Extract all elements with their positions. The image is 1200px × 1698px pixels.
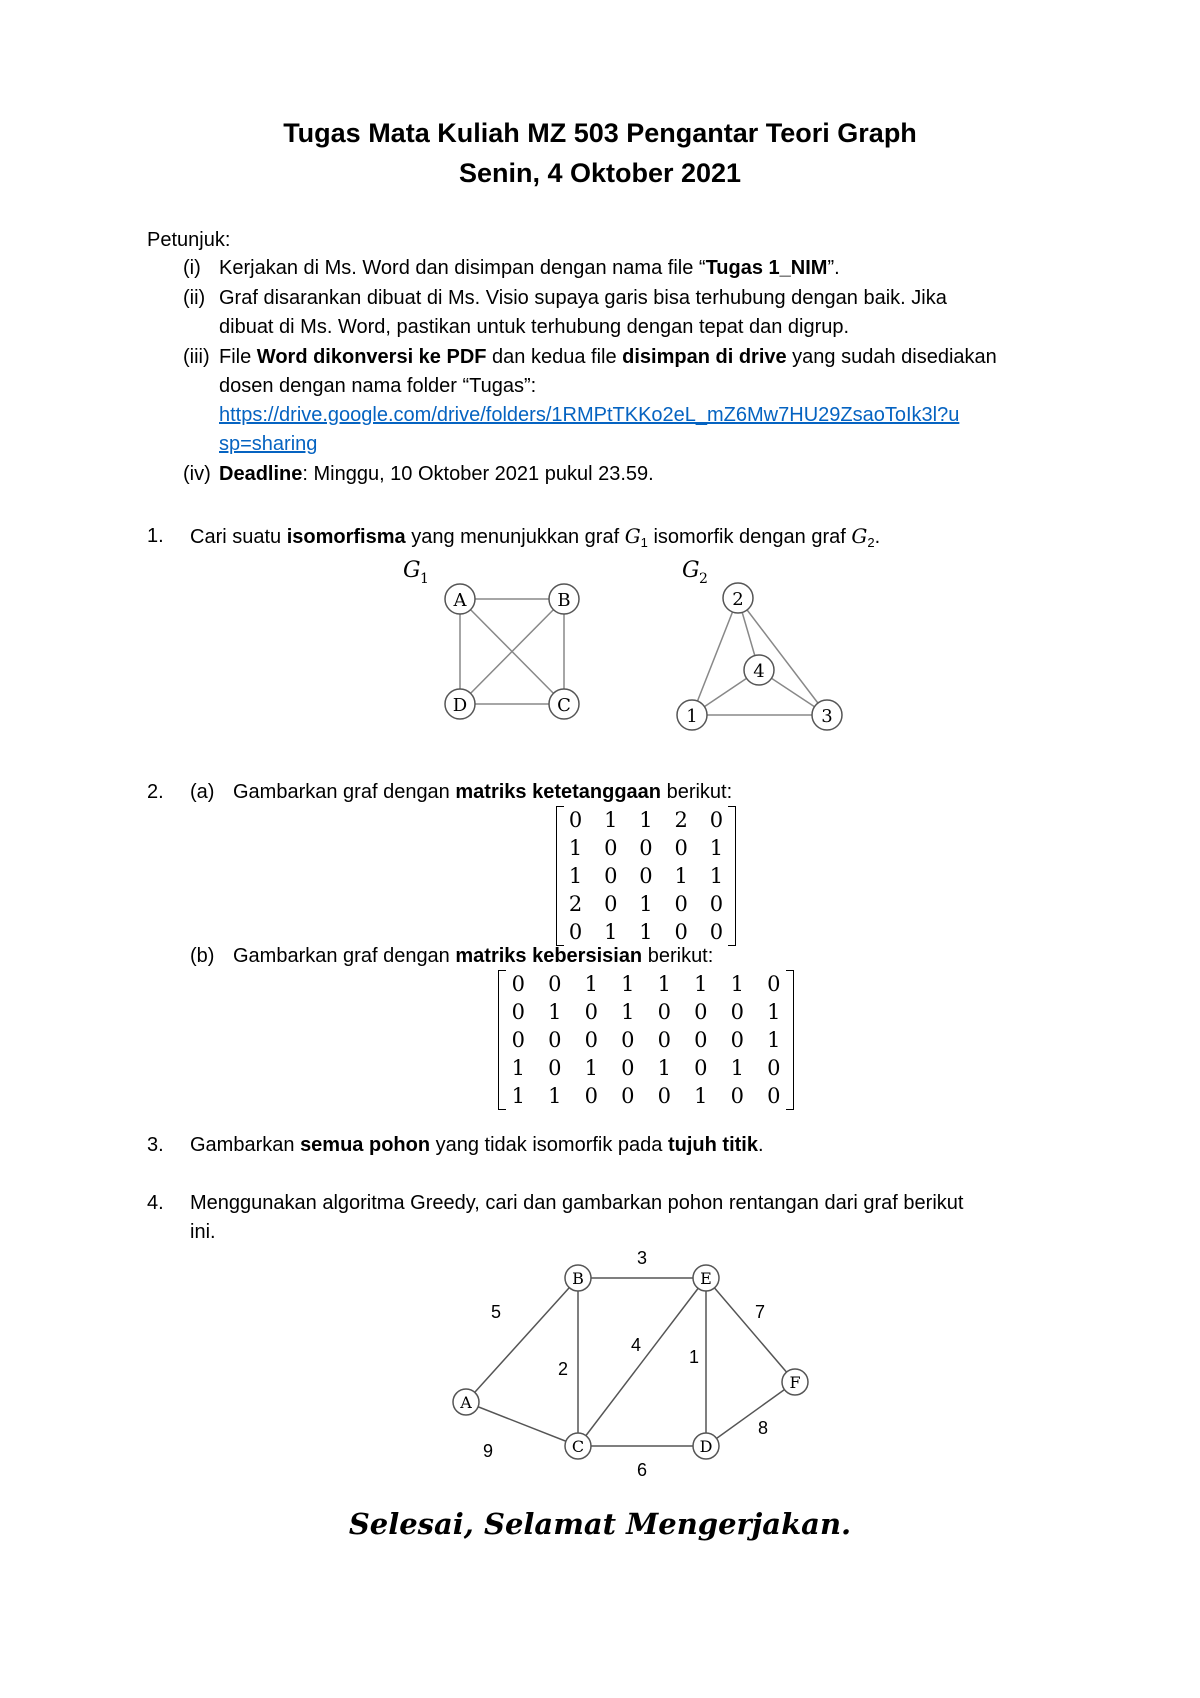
edge-weight-label: 7 <box>754 1302 766 1322</box>
instruction-item-1: Kerjakan di Ms. Word dan disimpan dengan nama file “Tugas 1_NIM”. <box>219 257 840 279</box>
graph-g2-node <box>723 583 753 613</box>
graph-node-e <box>693 1265 719 1291</box>
adjacency-matrix-cell: 0 <box>604 836 618 860</box>
incidence-matrix-cell: 1 <box>621 972 635 996</box>
adjacency-matrix-cell: 0 <box>674 892 688 916</box>
edge-2-1 <box>692 598 738 715</box>
incidence-matrix-cell: 1 <box>511 1084 525 1108</box>
incidence-matrix-cell: 0 <box>621 1084 635 1108</box>
incidence-matrix-cell: 1 <box>730 1056 744 1080</box>
svg-text:2: 2 <box>732 589 744 610</box>
incidence-matrix-cell: 0 <box>694 1056 708 1080</box>
svg-text:B: B <box>557 590 571 611</box>
incidence-matrix-cell: 0 <box>621 1028 635 1052</box>
adjacency-matrix-cell: 1 <box>568 864 583 888</box>
question-3-text: Gambarkan semua pohon yang tidak isomorfik pada tujuh titik. <box>190 1134 764 1156</box>
incidence-matrix-cell: 1 <box>694 972 708 996</box>
incidence-matrix-cell: 0 <box>767 1056 781 1080</box>
incidence-matrix-cell: 0 <box>767 972 781 996</box>
weighted-graph <box>430 1240 830 1490</box>
adjacency-matrix-row <box>558 890 734 918</box>
incidence-matrix-row <box>500 970 792 998</box>
incidence-matrix-cell: 0 <box>584 1084 598 1108</box>
graph-node-label: E <box>700 1269 712 1288</box>
graph-node-label: B <box>572 1269 584 1288</box>
edge-weight-label: 1 <box>688 1347 700 1367</box>
incidence-matrix <box>498 970 794 1110</box>
edge-a-c <box>466 1402 578 1446</box>
adjacency-matrix-cell: 1 <box>639 808 653 832</box>
question-2a-text: Gambarkan graf dengan matriks ketetanggaan berikut: <box>233 781 733 803</box>
svg-text:C: C <box>557 695 571 716</box>
instruction-number: (iv) <box>183 463 211 485</box>
edge-weight-label: 3 <box>636 1248 648 1268</box>
adjacency-matrix-cell: 1 <box>674 864 688 888</box>
page-subtitle-date: Senin, 4 Oktober 2021 <box>458 158 742 188</box>
graph-node-label: F <box>789 1373 801 1392</box>
instruction-item-2-line2: dibuat di Ms. Word, pastikan untuk terhubung dengan tepat dan digrup. <box>219 316 850 338</box>
instruction-item-4: Deadline: Minggu, 10 Oktober 2021 pukul 23.59. <box>219 463 654 485</box>
edge-weight-label: 8 <box>757 1418 769 1438</box>
adjacency-matrix-cell: 0 <box>604 864 618 888</box>
graph-g1-edges <box>460 599 564 704</box>
instruction-number: (i) <box>183 257 201 279</box>
graph-node-f <box>782 1369 808 1395</box>
graph-node-b <box>565 1265 591 1291</box>
drive-folder-link-continued[interactable]: sp=sharing <box>219 433 318 455</box>
adjacency-matrix-cell: 2 <box>568 892 583 916</box>
incidence-matrix-cell: 1 <box>621 1000 635 1024</box>
adjacency-matrix-cell: 1 <box>639 892 653 916</box>
edge-weight-label: 2 <box>557 1359 569 1379</box>
graph-g2-node <box>744 655 774 685</box>
edge-e-f <box>706 1278 795 1382</box>
incidence-matrix-row <box>500 1026 792 1054</box>
incidence-matrix-cell: 1 <box>657 972 671 996</box>
graph-g2-node <box>677 700 707 730</box>
incidence-matrix-cell: 0 <box>694 1000 708 1024</box>
incidence-matrix-cell: 0 <box>511 972 525 996</box>
closing-message: Selesai, Selamat Mengerjakan. <box>348 1507 852 1541</box>
question-2b-label: (b) <box>190 945 215 967</box>
adjacency-matrix-row <box>558 806 734 834</box>
incidence-matrix-cell: 1 <box>767 1000 781 1024</box>
adjacency-matrix-row <box>558 834 734 862</box>
incidence-matrix-cell: 1 <box>511 1056 525 1080</box>
instruction-item-3-line2: dosen dengan nama folder “Tugas”: <box>219 375 537 397</box>
incidence-matrix-row <box>500 1054 792 1082</box>
instructions-heading: Petunjuk: <box>147 229 231 251</box>
incidence-matrix-cell: 0 <box>548 1028 562 1052</box>
edge-d-f <box>706 1382 795 1446</box>
question-2b-text: Gambarkan graf dengan matriks kebersisian berikut: <box>233 945 714 967</box>
adjacency-matrix-cell: 0 <box>674 920 688 944</box>
question-1-text: Cari suatu isomorfisma yang menunjukkan graf $G_1$ isomorfik dengan graf $G_2$. <box>190 524 881 550</box>
edge-a-b <box>466 1278 578 1402</box>
incidence-matrix-cell: 1 <box>548 1084 562 1108</box>
incidence-matrix-cell: 1 <box>584 1056 598 1080</box>
svg-text:A: A <box>453 590 467 611</box>
graph-g1-label-sub: 1 <box>420 571 429 587</box>
question-number: 2. <box>147 781 164 803</box>
adjacency-matrix-cell: 0 <box>604 892 618 916</box>
graph-node-label: D <box>699 1437 713 1456</box>
adjacency-matrix-cell: 0 <box>568 808 583 832</box>
adjacency-matrix-cell: 1 <box>639 920 653 944</box>
question-2a-label: (a) <box>190 781 215 803</box>
graph-g1-node <box>549 584 579 614</box>
question-1-graphs <box>380 550 900 740</box>
svg-text:4: 4 <box>753 661 765 682</box>
edge-c-e <box>578 1278 706 1446</box>
incidence-matrix-cell: 1 <box>694 1084 708 1108</box>
edge-weight-label: 6 <box>636 1460 648 1480</box>
incidence-matrix-cell: 0 <box>584 1028 598 1052</box>
incidence-matrix-cell: 0 <box>511 1028 525 1052</box>
instruction-item-3-line1: File Word dikonversi ke PDF dan kedua file disimpan di drive yang sudah disediakan <box>219 346 997 368</box>
adjacency-matrix-cell: 1 <box>604 808 618 832</box>
instruction-number: (ii) <box>183 287 206 309</box>
graph-g1-label: G <box>403 558 421 583</box>
graph-g2-label: G <box>682 558 700 583</box>
svg-text:3: 3 <box>821 706 833 727</box>
adjacency-matrix-cell: 0 <box>639 864 653 888</box>
edge-weight-label: 9 <box>482 1441 494 1461</box>
svg-text:D: D <box>452 695 468 716</box>
instruction-item-2-line1: Graf disarankan dibuat di Ms. Visio supaya garis bisa terhubung dengan baik. Jika <box>219 287 947 309</box>
graph-node-d <box>693 1433 719 1459</box>
incidence-matrix-cell: 0 <box>730 1000 744 1024</box>
adjacency-matrix-cell: 1 <box>709 864 724 888</box>
question-4-line1: Menggunakan algoritma Greedy, cari dan gambarkan pohon rentangan dari graf berikut <box>190 1192 964 1214</box>
graph-g2-node <box>812 700 842 730</box>
incidence-matrix-cell: 0 <box>730 1084 744 1108</box>
adjacency-matrix-cell: 1 <box>568 836 583 860</box>
incidence-matrix-cell: 0 <box>767 1084 781 1108</box>
incidence-matrix-cell: 1 <box>548 1000 562 1024</box>
question-number: 4. <box>147 1192 164 1214</box>
incidence-matrix-cell: 0 <box>657 1028 671 1052</box>
edge-weight-label: 4 <box>630 1335 642 1355</box>
incidence-matrix-cell: 1 <box>730 972 744 996</box>
incidence-matrix-cell: 0 <box>694 1028 708 1052</box>
graph-node-label: A <box>460 1393 472 1412</box>
incidence-matrix-cell: 0 <box>730 1028 744 1052</box>
incidence-matrix-row <box>500 998 792 1026</box>
graph-node-label: C <box>571 1437 585 1456</box>
incidence-matrix-row <box>500 1082 792 1110</box>
drive-folder-link[interactable]: https://drive.google.com/drive/folders/1RMPtTKKo2eL_mZ6Mw7HU29ZsaoToIk3l?u <box>219 404 960 426</box>
adjacency-matrix-cell: 1 <box>604 920 618 944</box>
graph-g1-node <box>445 584 475 614</box>
page-title: Tugas Mata Kuliah MZ 503 Pengantar Teori Graph <box>283 118 917 148</box>
adjacency-matrix-cell: 0 <box>674 836 688 860</box>
graph-g2-label-sub: 2 <box>699 571 708 587</box>
question-number: 3. <box>147 1134 164 1156</box>
adjacency-matrix-cell: 0 <box>709 892 724 916</box>
adjacency-matrix <box>556 806 736 946</box>
question-number: 1. <box>147 525 164 547</box>
adjacency-matrix-cell: 0 <box>568 920 583 944</box>
graph-node-a <box>453 1389 479 1415</box>
incidence-matrix-cell: 0 <box>657 1000 671 1024</box>
question-4-line2: ini. <box>190 1221 216 1243</box>
instruction-number: (iii) <box>183 346 210 368</box>
adjacency-matrix-cell: 0 <box>639 836 653 860</box>
adjacency-matrix-cell: 1 <box>709 836 724 860</box>
graph-node-c <box>565 1433 591 1459</box>
adjacency-matrix-row <box>558 862 734 890</box>
incidence-matrix-cell: 0 <box>584 1000 598 1024</box>
graph-g1-node <box>549 689 579 719</box>
incidence-matrix-cell: 1 <box>767 1028 781 1052</box>
incidence-matrix-cell: 1 <box>657 1056 671 1080</box>
adjacency-matrix-cell: 0 <box>709 920 724 944</box>
incidence-matrix-cell: 0 <box>511 1000 525 1024</box>
incidence-matrix-cell: 0 <box>548 1056 562 1080</box>
adjacency-matrix-cell: 2 <box>674 808 688 832</box>
incidence-matrix-cell: 1 <box>584 972 598 996</box>
svg-text:1: 1 <box>686 706 698 727</box>
incidence-matrix-cell: 0 <box>548 972 562 996</box>
incidence-matrix-cell: 0 <box>657 1084 671 1108</box>
incidence-matrix-cell: 0 <box>621 1056 635 1080</box>
adjacency-matrix-cell: 0 <box>709 808 724 832</box>
graph-g1-node <box>445 689 475 719</box>
edge-weight-label: 5 <box>490 1302 502 1322</box>
